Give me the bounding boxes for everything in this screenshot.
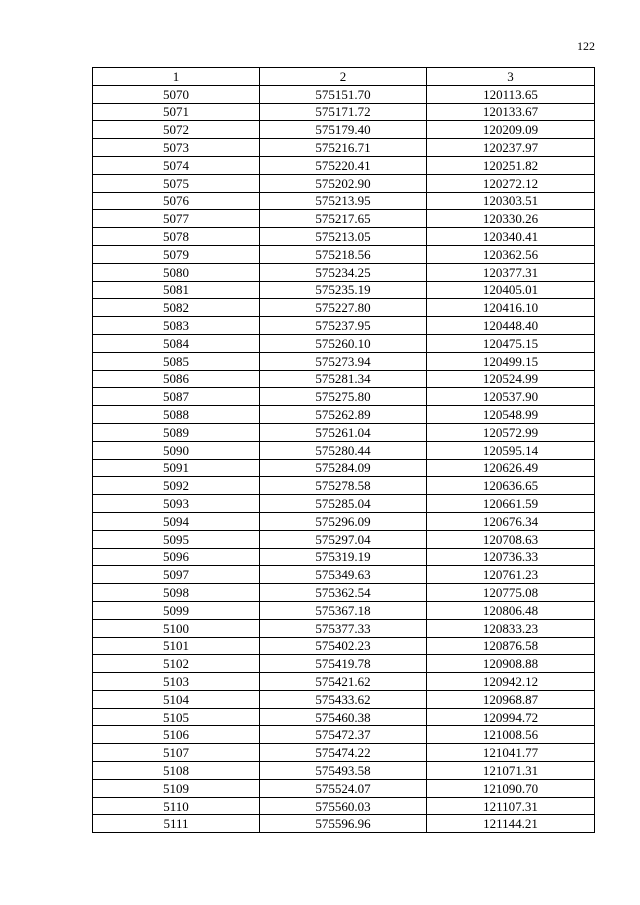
y-coordinate-cell: 120636.65 [427,477,595,495]
table-row [93,174,595,192]
y-coordinate-cell: 120524.99 [427,370,595,388]
y-coordinate-cell: 120272.12 [427,174,595,192]
table-row [93,281,595,299]
table-row [93,690,595,708]
x-coordinate-cell: 575273.94 [260,352,427,370]
page-number: 122 [577,39,595,53]
y-coordinate-cell: 120595.14 [427,441,595,459]
table-row [93,477,595,495]
point-number-cell: 5109 [93,779,260,797]
point-number-cell: 5083 [93,317,260,335]
table-row [93,388,595,406]
x-coordinate-cell: 575237.95 [260,317,427,335]
x-coordinate-cell: 575560.03 [260,797,427,815]
x-coordinate-cell: 575281.34 [260,370,427,388]
x-coordinate-cell: 575151.70 [260,85,427,103]
table-row [93,601,595,619]
x-coordinate-cell: 575524.07 [260,779,427,797]
y-coordinate-cell: 120994.72 [427,708,595,726]
y-coordinate-cell: 120448.40 [427,317,595,335]
table-row [93,441,595,459]
point-number-cell: 5093 [93,495,260,513]
column-header-1: 1 [93,68,260,86]
point-number-cell: 5081 [93,281,260,299]
x-coordinate-cell: 575377.33 [260,619,427,637]
x-coordinate-cell: 575261.04 [260,423,427,441]
y-coordinate-cell: 120736.33 [427,548,595,566]
table-row [93,334,595,352]
point-number-cell: 5099 [93,601,260,619]
table-row [93,103,595,121]
y-coordinate-cell: 120330.26 [427,210,595,228]
y-coordinate-cell: 120475.15 [427,334,595,352]
point-number-cell: 5102 [93,655,260,673]
point-number-cell: 5074 [93,156,260,174]
y-coordinate-cell: 121008.56 [427,726,595,744]
table-row [93,762,595,780]
x-coordinate-cell: 575296.09 [260,512,427,530]
x-coordinate-cell: 575234.25 [260,263,427,281]
y-coordinate-cell: 120303.51 [427,192,595,210]
table-row [93,156,595,174]
point-number-cell: 5089 [93,423,260,441]
point-number-cell: 5073 [93,139,260,157]
table-row [93,192,595,210]
table-row [93,139,595,157]
x-coordinate-cell: 575349.63 [260,566,427,584]
x-coordinate-cell: 575319.19 [260,548,427,566]
table-header-row [93,68,595,86]
y-coordinate-cell: 120209.09 [427,121,595,139]
x-coordinate-cell: 575419.78 [260,655,427,673]
y-coordinate-cell: 120775.08 [427,584,595,602]
x-coordinate-cell: 575280.44 [260,441,427,459]
y-coordinate-cell: 120833.23 [427,619,595,637]
table-row [93,245,595,263]
table-body [93,85,595,832]
table-row [93,121,595,139]
y-coordinate-cell: 120908.88 [427,655,595,673]
table-row [93,317,595,335]
y-coordinate-cell: 121144.21 [427,815,595,833]
coordinates-table [92,67,595,833]
table-row [93,85,595,103]
x-coordinate-cell: 575218.56 [260,245,427,263]
coordinates-table-container [92,67,594,833]
point-number-cell: 5075 [93,174,260,192]
table-row [93,619,595,637]
y-coordinate-cell: 121107.31 [427,797,595,815]
point-number-cell: 5105 [93,708,260,726]
y-coordinate-cell: 120661.59 [427,495,595,513]
y-coordinate-cell: 120572.99 [427,423,595,441]
x-coordinate-cell: 575216.71 [260,139,427,157]
point-number-cell: 5096 [93,548,260,566]
point-number-cell: 5098 [93,584,260,602]
point-number-cell: 5070 [93,85,260,103]
table-row [93,655,595,673]
point-number-cell: 5080 [93,263,260,281]
point-number-cell: 5085 [93,352,260,370]
x-coordinate-cell: 575402.23 [260,637,427,655]
x-coordinate-cell: 575285.04 [260,495,427,513]
x-coordinate-cell: 575220.41 [260,156,427,174]
point-number-cell: 5108 [93,762,260,780]
y-coordinate-cell: 120377.31 [427,263,595,281]
point-number-cell: 5090 [93,441,260,459]
x-coordinate-cell: 575460.38 [260,708,427,726]
y-coordinate-cell: 120968.87 [427,690,595,708]
column-header-2: 2 [260,68,427,86]
x-coordinate-cell: 575260.10 [260,334,427,352]
x-coordinate-cell: 575284.09 [260,459,427,477]
y-coordinate-cell: 120416.10 [427,299,595,317]
x-coordinate-cell: 575213.95 [260,192,427,210]
y-coordinate-cell: 120626.49 [427,459,595,477]
x-coordinate-cell: 575217.65 [260,210,427,228]
y-coordinate-cell: 120113.65 [427,85,595,103]
point-number-cell: 5111 [93,815,260,833]
y-coordinate-cell: 121071.31 [427,762,595,780]
table-row [93,726,595,744]
table-row [93,637,595,655]
point-number-cell: 5104 [93,690,260,708]
point-number-cell: 5110 [93,797,260,815]
y-coordinate-cell: 120537.90 [427,388,595,406]
y-coordinate-cell: 120133.67 [427,103,595,121]
y-coordinate-cell: 120251.82 [427,156,595,174]
x-coordinate-cell: 575474.22 [260,744,427,762]
table-row [93,423,595,441]
column-header-3: 3 [427,68,595,86]
point-number-cell: 5107 [93,744,260,762]
point-number-cell: 5095 [93,530,260,548]
y-coordinate-cell: 120340.41 [427,228,595,246]
table-row [93,299,595,317]
y-coordinate-cell: 120708.63 [427,530,595,548]
y-coordinate-cell: 120237.97 [427,139,595,157]
y-coordinate-cell: 120499.15 [427,352,595,370]
y-coordinate-cell: 120876.58 [427,637,595,655]
point-number-cell: 5079 [93,245,260,263]
x-coordinate-cell: 575213.05 [260,228,427,246]
x-coordinate-cell: 575297.04 [260,530,427,548]
point-number-cell: 5076 [93,192,260,210]
x-coordinate-cell: 575472.37 [260,726,427,744]
y-coordinate-cell: 120806.48 [427,601,595,619]
x-coordinate-cell: 575421.62 [260,673,427,691]
point-number-cell: 5092 [93,477,260,495]
y-coordinate-cell: 121041.77 [427,744,595,762]
x-coordinate-cell: 575362.54 [260,584,427,602]
table-row [93,708,595,726]
y-coordinate-cell: 120362.56 [427,245,595,263]
point-number-cell: 5101 [93,637,260,655]
point-number-cell: 5077 [93,210,260,228]
x-coordinate-cell: 575202.90 [260,174,427,192]
point-number-cell: 5087 [93,388,260,406]
x-coordinate-cell: 575235.19 [260,281,427,299]
x-coordinate-cell: 575278.58 [260,477,427,495]
table-row [93,352,595,370]
x-coordinate-cell: 575596.96 [260,815,427,833]
x-coordinate-cell: 575493.58 [260,762,427,780]
point-number-cell: 5071 [93,103,260,121]
x-coordinate-cell: 575227.80 [260,299,427,317]
table-row [93,548,595,566]
point-number-cell: 5072 [93,121,260,139]
y-coordinate-cell: 120761.23 [427,566,595,584]
table-row [93,566,595,584]
table-row [93,495,595,513]
point-number-cell: 5103 [93,673,260,691]
table-row [93,459,595,477]
point-number-cell: 5086 [93,370,260,388]
table-row [93,406,595,424]
x-coordinate-cell: 575367.18 [260,601,427,619]
table-row [93,779,595,797]
x-coordinate-cell: 575171.72 [260,103,427,121]
table-row [93,263,595,281]
y-coordinate-cell: 120405.01 [427,281,595,299]
table-row [93,210,595,228]
point-number-cell: 5091 [93,459,260,477]
x-coordinate-cell: 575262.89 [260,406,427,424]
table-row [93,673,595,691]
table-row [93,228,595,246]
y-coordinate-cell: 120548.99 [427,406,595,424]
point-number-cell: 5100 [93,619,260,637]
table-row [93,370,595,388]
point-number-cell: 5084 [93,334,260,352]
point-number-cell: 5082 [93,299,260,317]
x-coordinate-cell: 575179.40 [260,121,427,139]
point-number-cell: 5094 [93,512,260,530]
x-coordinate-cell: 575433.62 [260,690,427,708]
table-row [93,530,595,548]
table-row [93,744,595,762]
point-number-cell: 5106 [93,726,260,744]
table-row [93,797,595,815]
y-coordinate-cell: 121090.70 [427,779,595,797]
table-row [93,584,595,602]
x-coordinate-cell: 575275.80 [260,388,427,406]
point-number-cell: 5088 [93,406,260,424]
table-row [93,512,595,530]
point-number-cell: 5097 [93,566,260,584]
point-number-cell: 5078 [93,228,260,246]
y-coordinate-cell: 120676.34 [427,512,595,530]
table-row [93,815,595,833]
y-coordinate-cell: 120942.12 [427,673,595,691]
